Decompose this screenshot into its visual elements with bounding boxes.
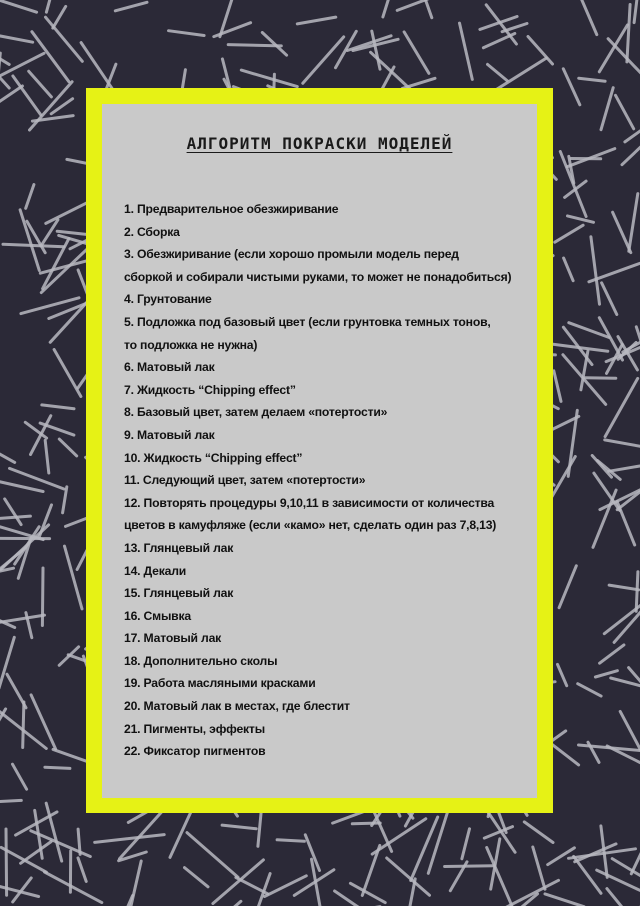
pattern-stick [613, 212, 631, 252]
pattern-stick [297, 17, 336, 24]
pattern-stick [591, 237, 600, 305]
pattern-stick [65, 546, 83, 609]
pattern-stick [45, 872, 102, 903]
step-line: 22. Фиксатор пигментов [124, 744, 266, 759]
pattern-stick [600, 645, 624, 663]
pattern-stick [608, 39, 640, 74]
pattern-stick [29, 71, 52, 97]
pattern-stick [574, 856, 601, 893]
pattern-stick [506, 880, 558, 906]
pattern-stick [563, 355, 606, 405]
pattern-stick [609, 585, 639, 590]
pattern-stick [59, 439, 76, 456]
pattern-stick [6, 829, 7, 895]
step-line: 16. Смывка [124, 608, 191, 623]
pattern-stick [554, 371, 561, 402]
step-line: 13. Глянцевый лак [124, 540, 234, 555]
pattern-stick [555, 225, 583, 242]
pattern-stick [611, 678, 640, 686]
pattern-stick [607, 889, 635, 906]
pattern-stick [579, 78, 605, 81]
pattern-stick [599, 25, 627, 72]
pattern-stick [404, 32, 429, 73]
pattern-stick [54, 350, 81, 397]
step-line: 15. Глянцевый лак [124, 586, 234, 601]
pattern-stick [483, 34, 514, 48]
pattern-stick [614, 608, 640, 642]
pattern-stick [568, 216, 594, 222]
pattern-stick [303, 37, 344, 83]
step-list [124, 198, 534, 763]
step-line: 8. Базовый цвет, затем делаем «потертости» [124, 405, 388, 420]
pattern-stick [563, 69, 580, 105]
pattern-stick [372, 31, 380, 69]
pattern-stick [185, 868, 209, 887]
pattern-stick [362, 845, 380, 895]
step-line: 20. Матовый лак в местах, где блестит [124, 699, 350, 714]
pattern-stick [406, 879, 416, 906]
pattern-stick [581, 0, 597, 35]
pattern-stick [78, 858, 86, 882]
pattern-stick [0, 53, 44, 82]
pattern-stick [31, 416, 51, 455]
pattern-stick [3, 244, 64, 246]
pattern-stick [45, 440, 49, 473]
pattern-stick [548, 848, 575, 865]
pattern-stick [23, 702, 24, 748]
step-line: 4. Грунтование [124, 292, 212, 307]
pattern-stick [81, 43, 114, 92]
pattern-stick [5, 499, 21, 525]
step-line: 10. Жидкость “Chipping effect” [124, 450, 303, 465]
pattern-stick [605, 378, 638, 436]
step-line: 11. Следующий цвет, затем «потертости» [124, 473, 366, 488]
pattern-stick [601, 88, 613, 130]
pattern-stick [187, 833, 238, 878]
pattern-stick [595, 671, 617, 677]
step-line: 12. Повторять процедуры 9,10,11 в зависимости от количества [124, 495, 495, 510]
pattern-stick [42, 405, 74, 409]
step-line: 21. Пигменты, эффекты [124, 721, 265, 736]
pattern-stick [578, 684, 601, 696]
pattern-stick [222, 825, 256, 829]
pattern-stick [0, 451, 15, 462]
content-panel [102, 104, 537, 798]
pattern-stick [545, 894, 584, 906]
pattern-stick [636, 572, 638, 612]
pattern-stick [524, 822, 553, 843]
step-line: 5. Подложка под базовый цвет (если грунтовка темных тонов, [124, 314, 491, 329]
step-line: цветов в камуфляже (если «камо» нет, сделать один раз 7,8,13) [124, 518, 497, 533]
pattern-stick [63, 487, 67, 513]
pattern-stick [445, 866, 494, 867]
step-line: 18. Дополнительно сколы [124, 653, 278, 668]
step-line: сборкой и собирали чистыми руками, то может не понадобиться) [124, 269, 512, 284]
pattern-stick [0, 516, 30, 520]
pattern-stick [0, 34, 33, 43]
pattern-stick [0, 800, 21, 802]
pattern-stick [487, 848, 512, 906]
step-line: то подложка не нужна) [124, 337, 258, 352]
pattern-stick [620, 711, 640, 749]
pattern-stick [42, 568, 43, 626]
pattern-stick [462, 829, 470, 859]
pattern-stick [277, 840, 304, 842]
pattern-stick [609, 466, 640, 471]
pattern-stick [78, 829, 80, 854]
pattern-stick [585, 378, 616, 379]
pattern-stick [7, 674, 26, 708]
pattern-stick [616, 95, 634, 129]
pattern-stick [387, 858, 430, 895]
pattern-stick [46, 803, 62, 861]
pattern-stick [26, 185, 34, 209]
step-line: 6. Матовый лак [124, 360, 215, 375]
pattern-stick [50, 299, 89, 342]
pattern-stick [241, 70, 297, 87]
pattern-stick [53, 6, 66, 28]
pattern-stick [502, 24, 527, 32]
step-line: 9. Матовый лак [124, 427, 215, 442]
pattern-stick [352, 823, 380, 824]
pattern-stick [46, 17, 83, 61]
pattern-stick [13, 764, 27, 789]
pattern-stick [213, 860, 264, 904]
pattern-stick [383, 0, 397, 17]
pattern-stick [460, 23, 473, 79]
pattern-stick [350, 883, 385, 902]
pattern-stick [564, 258, 574, 281]
pattern-stick [533, 847, 545, 889]
pattern-stick [115, 2, 147, 11]
pattern-stick [629, 668, 640, 708]
pattern-stick [558, 664, 567, 685]
pattern-stick [0, 86, 22, 108]
pattern-stick [262, 33, 286, 56]
pattern-stick [559, 566, 576, 608]
pattern-stick [627, 5, 630, 62]
pattern-stick [41, 220, 58, 246]
pattern-stick [214, 901, 241, 906]
step-line: 7. Жидкость “Chipping effect” [124, 382, 296, 397]
step-line: 1. Предварительное обезжиривание [124, 202, 339, 216]
step-line: 19. Работа масляными красками [124, 676, 316, 691]
pattern-stick [634, 0, 637, 23]
page-title: АЛГОРИТМ ПОКРАСКИ МОДЕЛЕЙ [186, 134, 453, 153]
step-line: 14. Декали [124, 563, 187, 578]
pattern-stick [0, 0, 37, 12]
pattern-stick [618, 337, 637, 370]
pattern-stick [488, 64, 508, 80]
pattern-stick [605, 440, 640, 452]
pattern-stick [335, 891, 371, 906]
step-line: 3. Обезжиривание (если хорошо промыли модель перед [124, 247, 459, 262]
pattern-stick [169, 31, 205, 36]
pattern-stick [46, 0, 52, 12]
step-line: 17. Матовый лак [124, 631, 222, 646]
pattern-stick [95, 835, 165, 843]
pattern-stick [528, 37, 553, 65]
step-line: 2. Сборка [124, 224, 180, 239]
pattern-stick [629, 194, 638, 252]
pattern-stick [602, 283, 617, 315]
pattern-stick [45, 767, 70, 768]
pattern-stick [597, 870, 640, 893]
